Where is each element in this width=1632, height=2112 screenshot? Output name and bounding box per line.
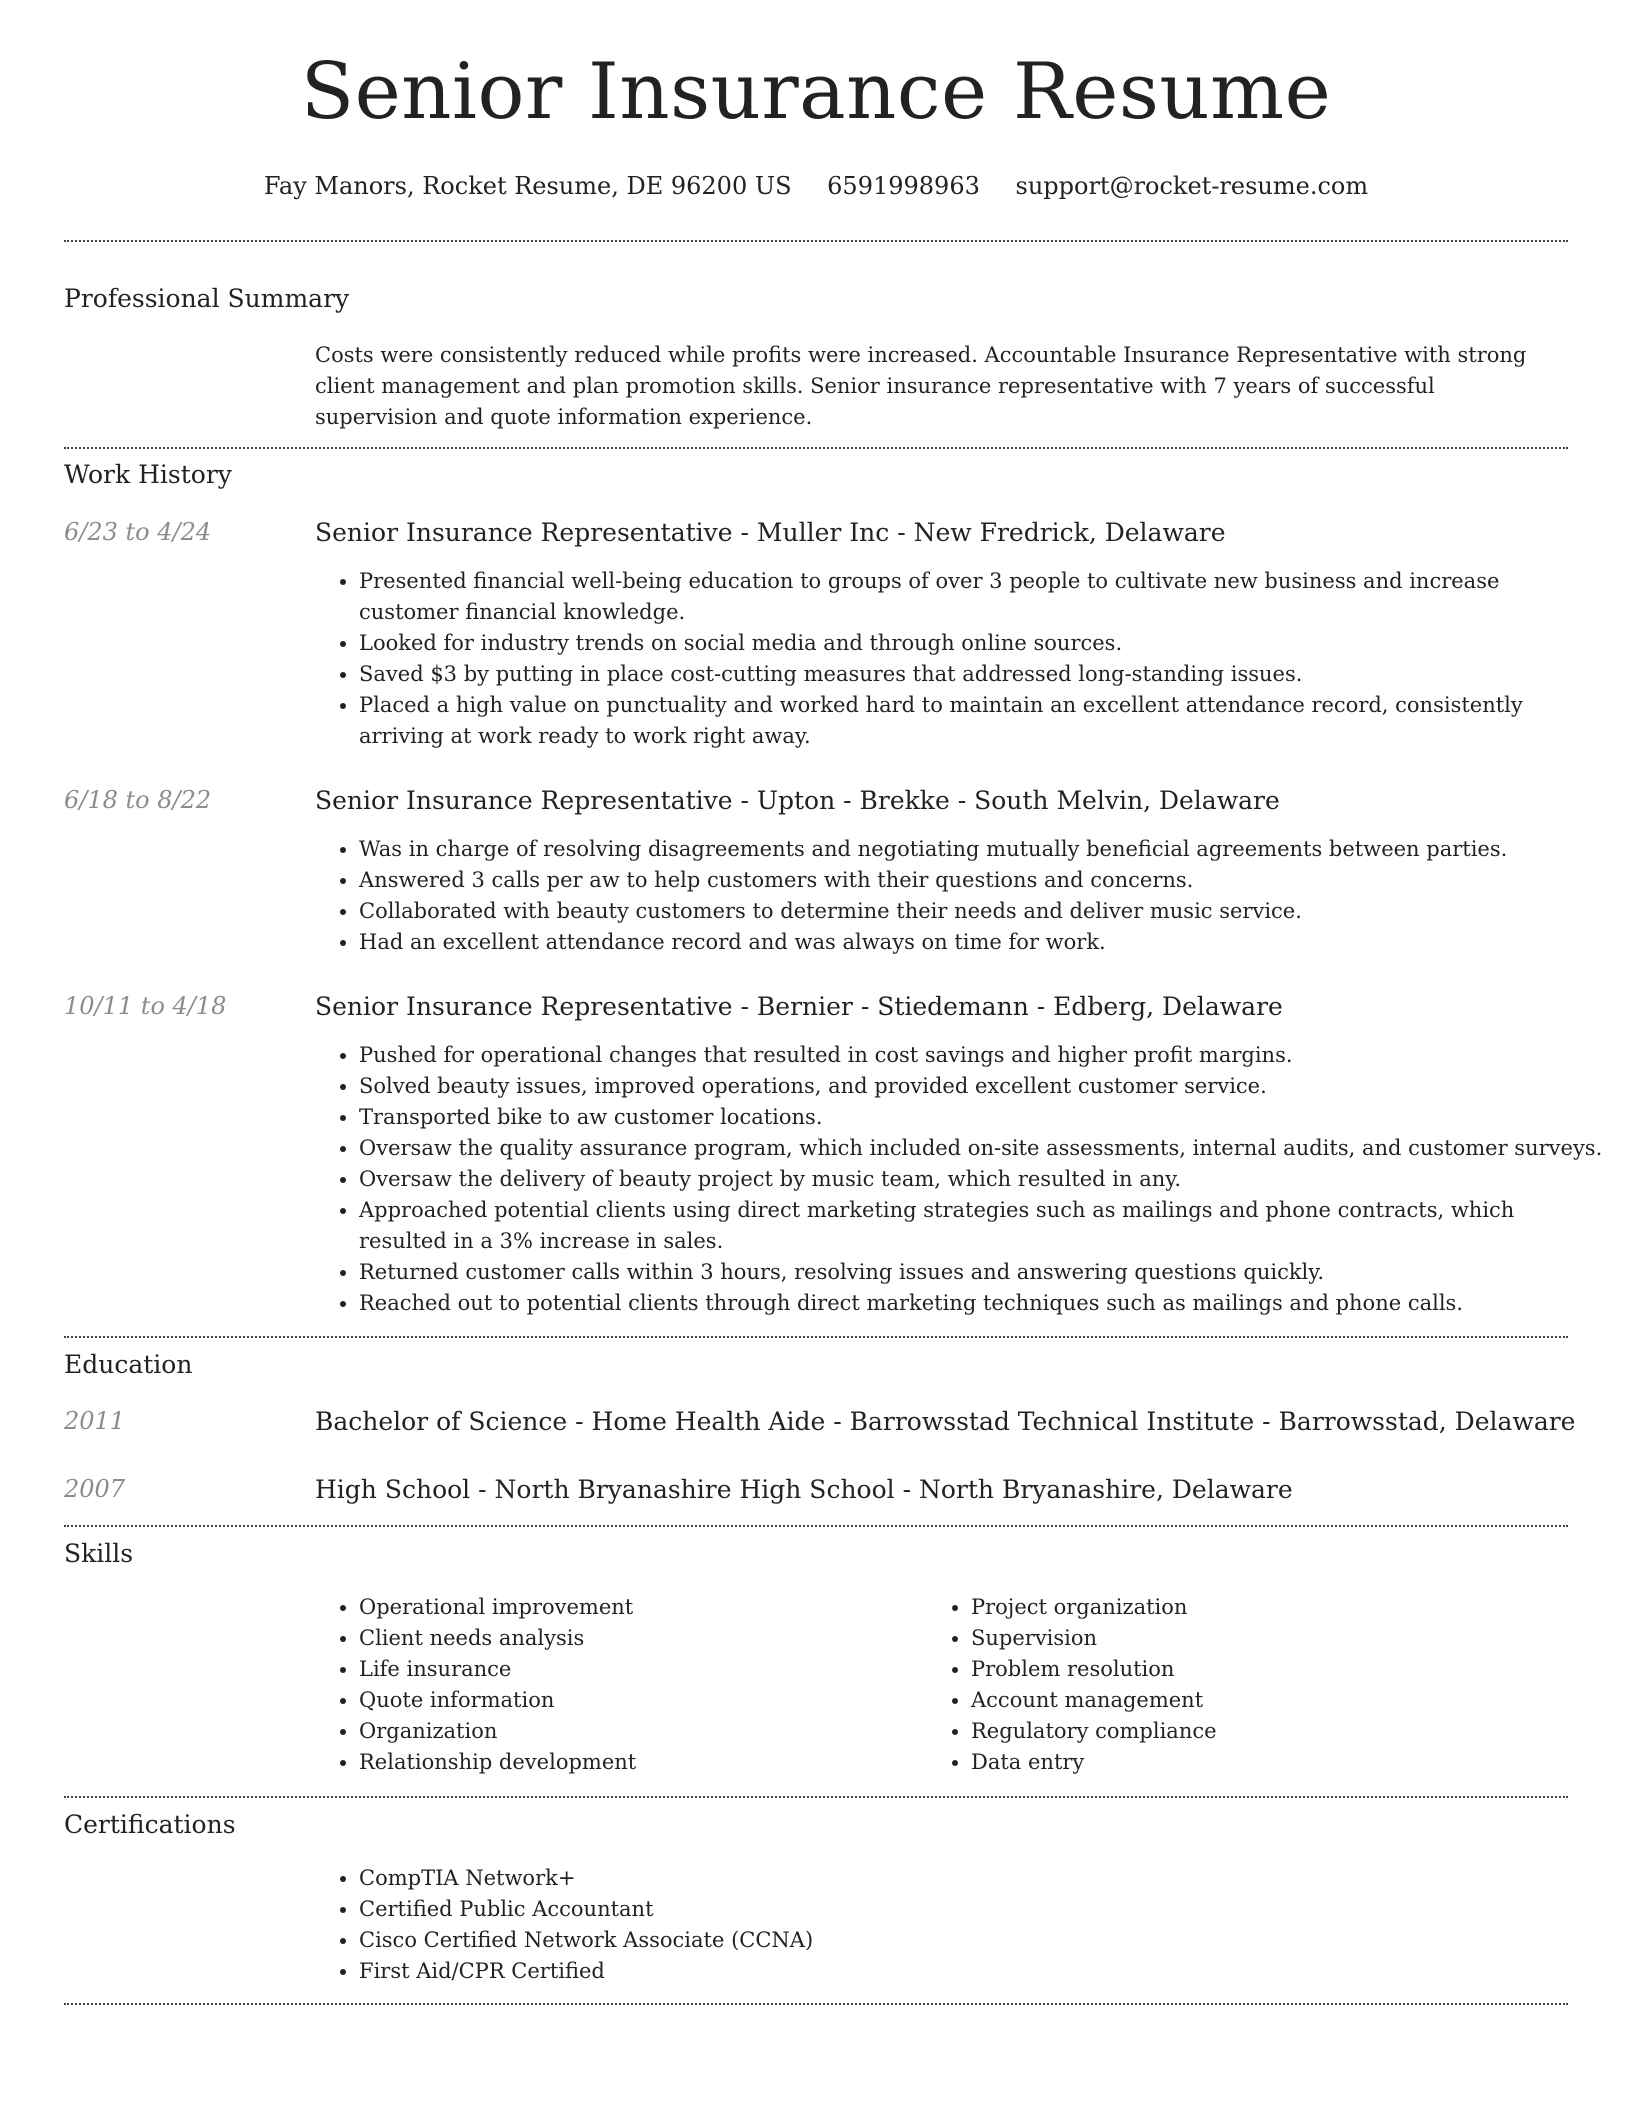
list-item: • Account management [971,1685,1531,1716]
education-year: 2011 [64,1407,126,1435]
summary-text: Costs were consistently reduced while profits were increased. Accountable Insurance Representative with strong client management and plan promotion skills. Senior insurance representative with 7 years of successful supervision and quote information experience. [315,343,1527,429]
list-item: • Answered 3 calls per aw to help customers with their questions and concerns. [359,865,1604,896]
job-dates: 10/11 to 4/18 [64,992,227,1020]
job-dates: 6/18 to 8/22 [64,786,212,814]
list-item: • Transported bike to aw customer locations. [359,1102,1604,1133]
list-item: • Had an excellent attendance record and was always on time for work. [359,927,1604,958]
job-bullets [315,1040,1604,1319]
resume-title: Senior Insurance Resume [300,47,1332,137]
list-item: • Solved beauty issues, improved operations, and provided excellent customer service. [359,1071,1604,1102]
list-item: • First Aid/CPR Certified [359,1956,1604,1987]
list-item: • Supervision [971,1623,1531,1654]
list-item: • Presented financial well-being education to groups of over 3 people to cultivate new business and increase customer financial knowledge. [359,566,1604,628]
list-item: • Problem resolution [971,1654,1531,1685]
list-item: • CompTIA Network+ [359,1863,1604,1894]
list-item: • Relationship development [359,1747,919,1778]
list-item: • Quote information [359,1685,919,1716]
list-item: • Collaborated with beauty customers to determine their needs and deliver music service. [359,896,1604,927]
divider [64,1796,1568,1798]
job-title: Senior Insurance Representative - Upton - Brekke - South Melvin, Delaware [315,786,1280,815]
contact-phone: 6591998963 [827,172,980,200]
list-item: • Oversaw the delivery of beauty project by music team, which resulted in any. [359,1164,1604,1195]
divider [64,1525,1568,1527]
divider [64,1336,1568,1338]
education-year: 2007 [64,1475,126,1503]
divider [64,240,1568,242]
list-item: • Pushed for operational changes that resulted in cost savings and higher profit margins. [359,1040,1604,1071]
skills-list-left [315,1592,919,1778]
job-dates: 6/23 to 4/24 [64,518,212,546]
list-item: • Was in charge of resolving disagreements and negotiating mutually beneficial agreements between parties. [359,834,1604,865]
list-item: • Reached out to potential clients through direct marketing techniques such as mailings and phone calls. [359,1288,1604,1319]
list-item: • Organization [359,1716,919,1747]
list-item: • Life insurance [359,1654,919,1685]
skills-list-right [927,1592,1531,1778]
education-entry: Bachelor of Science - Home Health Aide - Barrowsstad Technical Institute - Barrowsstad, Delaware [315,1407,1576,1436]
list-item: • Data entry [971,1747,1531,1778]
section-heading-summary: Professional Summary [64,284,350,313]
job-bullets [315,566,1604,752]
list-item: • Placed a high value on punctuality and worked hard to maintain an excellent attendance record, consistently arriving at work ready to work right away. [359,690,1604,752]
section-heading-certifications: Certifications [64,1810,236,1839]
job-title: Senior Insurance Representative - Bernier - Stiedemann - Edberg, Delaware [315,992,1283,1021]
contact-line [0,172,1632,201]
list-item: • Approached potential clients using direct marketing strategies such as mailings and phone contracts, which resulted in a 3% increase in sales. [359,1195,1604,1257]
list-item: • Regulatory compliance [971,1716,1531,1747]
list-item: • Project organization [971,1592,1531,1623]
contact-address: Fay Manors, Rocket Resume, DE 96200 US [263,172,792,200]
divider [64,2003,1568,2005]
list-item: • Returned customer calls within 3 hours, resolving issues and answering questions quickly. [359,1257,1604,1288]
certifications-list [315,1863,1604,1987]
section-heading-skills: Skills [64,1539,134,1568]
list-item: • Looked for industry trends on social media and through online sources. [359,628,1604,659]
job-title: Senior Insurance Representative - Muller Inc - New Fredrick, Delaware [315,518,1226,547]
education-entry: High School - North Bryanashire High School - North Bryanashire, Delaware [315,1475,1293,1504]
contact-email: support@rocket-resume.com [1015,172,1369,200]
list-item: • Client needs analysis [359,1623,919,1654]
job-bullets [315,834,1604,958]
list-item: • Certified Public Accountant [359,1894,1604,1925]
list-item: • Cisco Certified Network Associate (CCNA) [359,1925,1604,1956]
section-heading-education: Education [64,1350,193,1379]
divider [64,447,1568,449]
list-item: • Saved $3 by putting in place cost-cutting measures that addressed long-standing issues. [359,659,1604,690]
list-item: • Operational improvement [359,1592,919,1623]
list-item: • Oversaw the quality assurance program, which included on-site assessments, internal audits, and customer surveys. [359,1133,1604,1164]
section-heading-work-history: Work History [64,460,232,489]
